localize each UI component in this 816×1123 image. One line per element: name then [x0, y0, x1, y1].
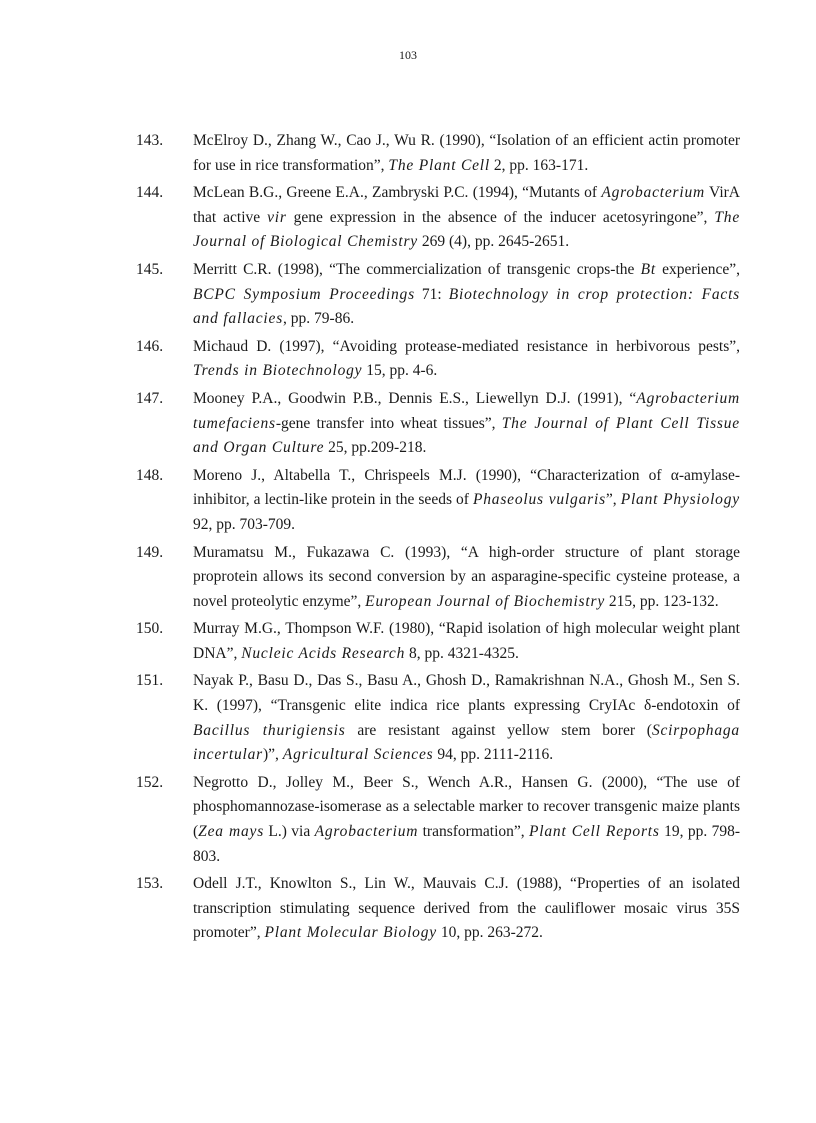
reference-italic-text: Scirpophaga incertular [193, 721, 740, 764]
reference-italic-text: Agricultural Sciences [282, 746, 434, 764]
reference-text: 10, pp. 263-272. [436, 924, 543, 942]
reference-number: 145 . [136, 258, 163, 283]
reference-italic-text: Bt [640, 260, 656, 278]
reference-italic-text: The Journal of Plant Cell Tissue and Organ Culture [193, 414, 740, 457]
reference-number: 149 . [136, 541, 163, 566]
reference-italic-text: Plant Physiology [620, 491, 740, 509]
reference-text: gene expression in the absence of the inducer acetosyringone”, [286, 208, 715, 226]
reference-text: are resistant against yellow stem borer ( [345, 721, 652, 739]
reference-italic-text: European Journal of Biochemistry [365, 592, 606, 610]
reference-italic-text: Trends in Biotechnology [193, 362, 363, 380]
reference-entry [136, 541, 740, 615]
reference-text: Negrotto D., Jolley M., Beer S., Wench A.R., Hansen G. (2000), “The use of phosphomannozase-isomerase as a selectable marker to recover transgenic maize plants ( [193, 773, 740, 841]
reference-text: , pp. 79-86. [283, 310, 355, 328]
reference-italic-text: Nucleic Acids Research [241, 644, 406, 662]
reference-italic-text: Agrobacterium [601, 184, 706, 202]
reference-text: McElroy D., Zhang W., Cao J., Wu R. (1990), “Isolation of an efficient actin promoter for use in rice transformation”, [193, 132, 740, 174]
reference-number: 144 . [136, 181, 163, 206]
reference-text: experience”, [655, 260, 741, 278]
reference-italic-text: Agrobacterium [314, 823, 419, 841]
reference-text: Mooney P.A., Goodwin P.B., Dennis E.S., Liewellyn D.J. (1991), “ [193, 389, 637, 407]
reference-number: 148 . [136, 464, 163, 489]
reference-text: VirA that active [193, 184, 740, 226]
reference-text: 269 (4), pp. 2645-2651. [418, 233, 570, 251]
reference-text: Muramatsu M., Fukazawa C. (1993), “A high-order structure of plant storage proprotein allows its second conversion by an asparagine-specific cysteine protease, a novel proteolytic enzyme”, [193, 543, 740, 610]
reference-entry [136, 872, 740, 946]
reference-text: Merritt C.R. (1998), “The commercialization of transgenic crops-the [193, 260, 641, 278]
reference-entry [136, 617, 740, 666]
reference-text: 94, pp. 2111-2116. [433, 746, 554, 764]
reference-italic-text: vir [267, 208, 287, 226]
reference-number: 152 . [136, 771, 163, 796]
reference-italic-text: Agrobacterium tumefaciens [193, 389, 740, 432]
reference-text: 92, pp. 703-709. [193, 515, 296, 533]
reference-text: 71: [414, 285, 449, 303]
reference-italic-text: Plant Molecular Biology [264, 924, 437, 942]
reference-number: 143 . [136, 129, 163, 154]
reference-italic-text: Biotechnology in crop protection: Facts and fallacies [193, 285, 741, 328]
reference-text: 15, pp. 4-6. [362, 362, 438, 380]
reference-text: L.) via [264, 823, 315, 841]
reference-text: Murray M.G., Thompson W.F. (1980), “Rapid isolation of high molecular weight plant DNA”, [193, 620, 740, 662]
reference-italic-text: BCPC Symposium Proceedings [193, 285, 415, 303]
reference-text: 8, pp. 4321-4325. [405, 644, 519, 662]
reference-text: -gene transfer into wheat tissues”, [275, 414, 502, 432]
reference-number: 146 . [136, 335, 163, 360]
reference-number: 151 . [136, 669, 163, 694]
reference-text: Michaud D. (1997), “Avoiding protease-mediated resistance in herbivorous pests”, [193, 337, 740, 355]
reference-italic-text: The Plant Cell [388, 156, 491, 174]
reference-list [136, 129, 740, 949]
reference-text: ”, [605, 491, 621, 509]
reference-text: Moreno J., Altabella T., Chrispeels M.J. (1990), “Characterization of α-amylase- inhibitor, a lectin-like protein in the seeds of [193, 466, 740, 509]
reference-text: 215, pp. 123-132. [605, 592, 719, 610]
reference-text: 25, pp.209-218. [324, 439, 427, 457]
reference-entry [136, 669, 740, 767]
reference-text: )”, [263, 746, 283, 764]
reference-number: 150 . [136, 617, 163, 642]
reference-entry [136, 258, 740, 332]
reference-text: Odell J.T., Knowlton S., Lin W., Mauvais C.J. (1988), “Properties of an isolated transcription stimulating sequence derived from the cauliflower mosaic virus 35S promoter”, [193, 875, 740, 942]
reference-text: 2, pp. 163-171. [490, 156, 589, 174]
reference-number: 153 . [136, 872, 163, 897]
reference-text: transformation”, [418, 823, 529, 841]
reference-entry [136, 464, 740, 538]
reference-text: 19, pp. 798-803. [193, 823, 740, 865]
reference-entry [136, 181, 740, 255]
reference-number: 147 . [136, 387, 163, 412]
reference-text: McLean B.G., Greene E.A., Zambryski P.C. (1994), “Mutants of [193, 184, 602, 202]
reference-italic-text: Zea mays [198, 823, 265, 841]
reference-italic-text: The Journal of Biological Chemistry [193, 208, 740, 251]
reference-entry [136, 771, 740, 869]
reference-italic-text: Phaseolus vulgaris [472, 491, 606, 509]
reference-entry [136, 129, 740, 178]
reference-italic-text: Plant Cell Reports [529, 823, 660, 841]
reference-entry [136, 387, 740, 461]
page-number: 103 [399, 48, 417, 62]
reference-text: Nayak P., Basu D., Das S., Basu A., Ghosh D., Ramakrishnan N.A., Ghosh M., Sen S. K. (1997), “Transgenic elite indica rice plants expressing CryIAc δ-endotoxin of [193, 672, 740, 715]
reference-italic-text: Bacillus thurigiensis [193, 721, 346, 739]
reference-entry [136, 335, 740, 384]
